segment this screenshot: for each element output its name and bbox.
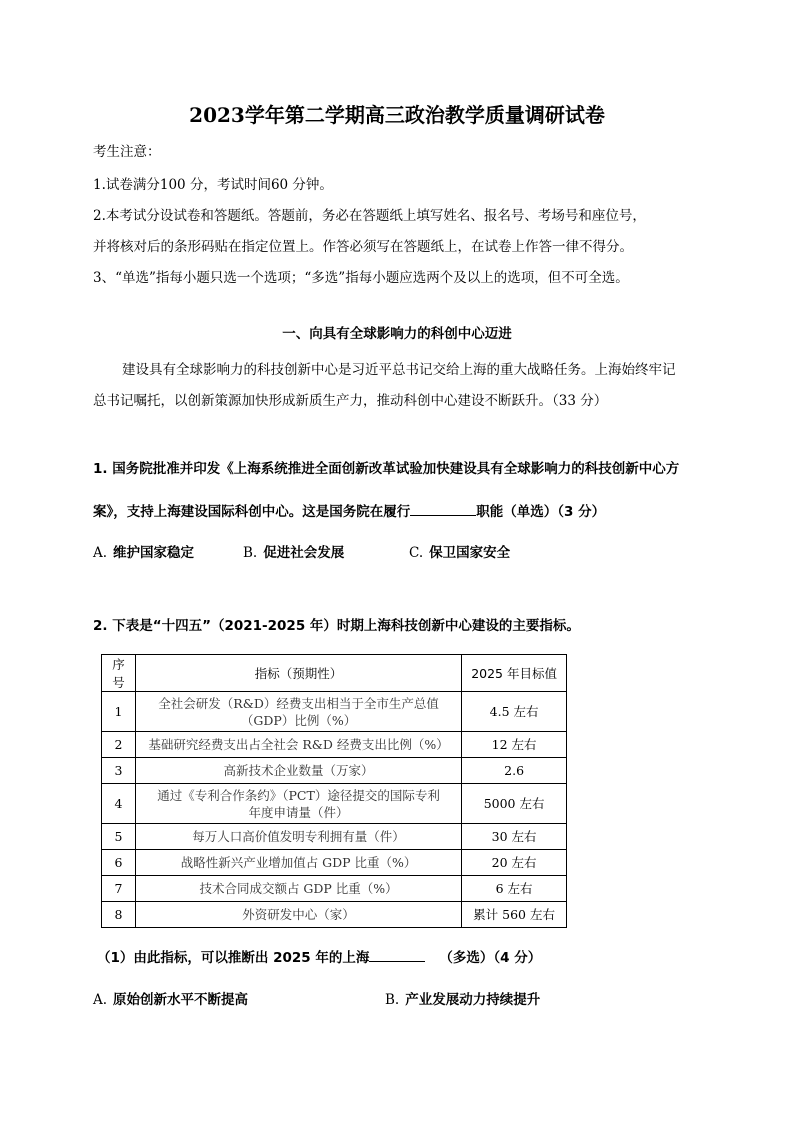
question-2-1-option-a[interactable] (93, 990, 385, 1010)
option-label: A. (93, 545, 108, 561)
row-target: 12 左右 (462, 732, 567, 758)
question-2-1-answer-blank[interactable] (369, 947, 425, 962)
question-1-stem-after-blank: 职能（单选）（3 分） (476, 504, 606, 520)
section-1-intro-line-1: 建设具有全球影响力的科技创新中心是习近平总书记交给上海的重大战略任务。上海始终牢记 (122, 362, 676, 378)
row-indicator-line-2: （GDP）比例（%） (240, 712, 357, 728)
option-label: A. (93, 992, 108, 1008)
row-indicator: 技术合同成交额占 GDP 比重（%） (135, 876, 461, 902)
exam-title: 2023学年第二学期高三政治教学质量调研试卷 (189, 103, 605, 127)
row-indicator-line-1: 通过《专利合作条约》（PCT）途径提交的国际专利 (157, 787, 440, 803)
row-indicator: 战略性新兴产业增加值占 GDP 比重（%） (135, 850, 461, 876)
row-indicator: 高新技术企业数量（万家） (135, 758, 461, 784)
table-row (102, 692, 567, 732)
option-text: 促进社会发展 (263, 545, 345, 561)
notice-item-2-line-2: 并将核对后的条形码贴在指定位置上。作答必须写在答题纸上，在试卷上作答一律不得分。 (93, 239, 633, 255)
section-1-title: 一、向具有全球影响力的科创中心迈进 (282, 326, 512, 342)
option-text: 产业发展动力持续提升 (405, 992, 541, 1008)
question-2-1-stem (97, 947, 541, 968)
question-1-answer-blank[interactable] (410, 501, 476, 516)
option-label: C. (409, 545, 424, 561)
question-1-stem-before-blank: 案》，支持上海建设国际科创中心。这是国务院在履行 (93, 504, 411, 520)
option-label: B. (385, 992, 400, 1008)
table-row (102, 850, 567, 876)
row-indicator-line-2: 年度申请量（件） (248, 804, 349, 820)
row-number: 2 (102, 732, 136, 758)
row-indicator (135, 784, 461, 824)
question-2-1-option-b[interactable] (385, 990, 540, 1010)
table-row (102, 824, 567, 850)
question-1-option-a[interactable] (93, 543, 243, 563)
option-text: 保卫国家安全 (429, 545, 511, 561)
row-target: 20 左右 (462, 850, 567, 876)
row-number: 3 (102, 758, 136, 784)
row-target: 4.5 左右 (462, 692, 567, 732)
section-1-intro-line-2: 总书记嘱托，以创新策源加快形成新质生产力，推动科创中心建设不断跃升。（33 分） (93, 393, 608, 409)
row-number: 7 (102, 876, 136, 902)
row-target: 累计 560 左右 (462, 902, 567, 928)
option-label: B. (243, 545, 258, 561)
question-2-1-after-blank: （多选）（4 分） (439, 950, 542, 966)
row-target: 2.6 (462, 758, 567, 784)
table-header-row (102, 655, 567, 692)
row-indicator: 每万人口高价值发明专利拥有量（件） (135, 824, 461, 850)
row-indicator-line-1: 全社会研发（R&D）经费支出相当于全市生产总值 (158, 695, 439, 711)
question-2-stem: 2. 下表是“十四五”（2021-2025 年）时期上海科技创新中心建设的主要指标。 (93, 618, 580, 634)
header-target: 2025 年目标值 (462, 655, 567, 692)
row-indicator: 外资研发中心（家） (135, 902, 461, 928)
row-number: 6 (102, 850, 136, 876)
row-target: 5000 左右 (462, 784, 567, 824)
question-2-1-before-blank: （1）由此指标，可以推断出 2025 年的上海 (97, 950, 370, 966)
header-indicator: 指标（预期性） (135, 655, 461, 692)
row-target: 30 左右 (462, 824, 567, 850)
row-indicator (135, 692, 461, 732)
table-row (102, 732, 567, 758)
question-1-stem-line-2 (93, 501, 605, 522)
notice-item-1: 1.试卷满分100 分，考试时间60 分钟。 (93, 177, 333, 193)
row-number: 1 (102, 692, 136, 732)
notice-item-2-line-1: 2.本考试分设试卷和答题纸。答题前，务必在答题纸上填写姓名、报名号、考场号和座位号， (93, 208, 646, 224)
option-text: 原始创新水平不断提高 (113, 992, 249, 1008)
question-2-1-options (93, 990, 540, 1010)
question-1-options (93, 543, 510, 563)
row-target: 6 左右 (462, 876, 567, 902)
table-row (102, 784, 567, 824)
notice-item-3: 3、“单选”指每小题只选一个选项；“多选”指每小题应选两个及以上的选项，但不可全选。 (93, 270, 629, 286)
table-row (102, 876, 567, 902)
notice-heading: 考生注意： (93, 144, 161, 160)
table-row (102, 902, 567, 928)
question-1-option-b[interactable] (243, 543, 409, 563)
indicator-table (101, 654, 567, 928)
table-row (102, 758, 567, 784)
row-number: 8 (102, 902, 136, 928)
option-text: 维护国家稳定 (113, 545, 195, 561)
row-indicator: 基础研究经费支出占全社会 R&D 经费支出比例（%） (135, 732, 461, 758)
question-1-option-c[interactable] (409, 543, 510, 563)
question-1-stem-line-1: 1. 国务院批准并印发《上海系统推进全面创新改革试验加快建设具有全球影响力的科技创新中心方 (93, 461, 680, 477)
row-number: 4 (102, 784, 136, 824)
row-number: 5 (102, 824, 136, 850)
header-number: 序号 (102, 655, 136, 692)
